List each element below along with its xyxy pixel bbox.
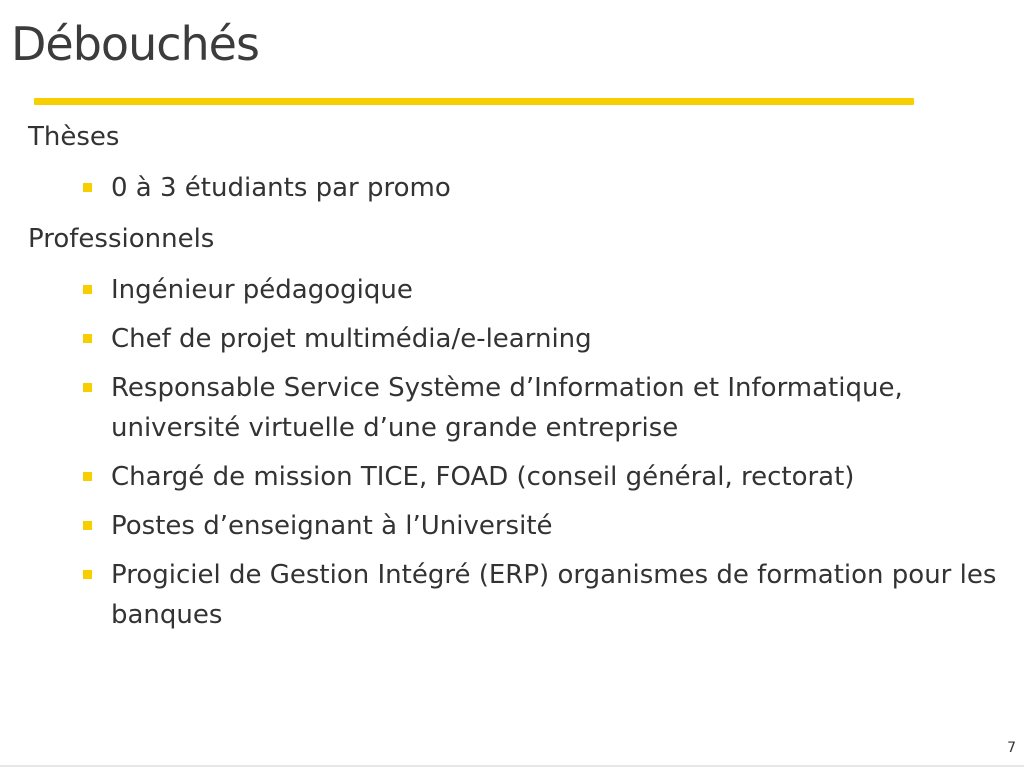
bullet-item	[28, 270, 1008, 310]
square-bullet-icon	[83, 472, 92, 481]
square-bullet-icon	[83, 183, 92, 192]
section-professionnels	[28, 220, 1008, 635]
bullet-item	[28, 506, 1008, 546]
section-heading: Thèses	[28, 122, 120, 152]
bullet-item	[28, 319, 1008, 359]
bullet-text: 0 à 3 étudiants par promo	[111, 173, 451, 203]
slide-content	[28, 118, 1008, 647]
bullet-item	[28, 168, 1008, 208]
footer-divider	[0, 765, 1024, 767]
section-theses	[28, 118, 1008, 208]
bullet-text: Chargé de mission TICE, FOAD (conseil général, rectorat)	[111, 462, 855, 492]
bullet-text: Chef de projet multimédia/e-learning	[111, 324, 592, 354]
bullet-item	[28, 555, 1008, 635]
square-bullet-icon	[83, 383, 92, 392]
bullet-text: Responsable Service Système d’Information et Informatique, université virtuelle d’une grande entreprise	[111, 373, 903, 443]
section-heading: Professionnels	[28, 224, 215, 254]
square-bullet-icon	[83, 570, 92, 579]
title-underline	[34, 98, 914, 105]
bullet-list	[28, 168, 1008, 208]
bullet-text: Ingénieur pédagogique	[111, 275, 413, 305]
square-bullet-icon	[83, 334, 92, 343]
bullet-list	[28, 270, 1008, 635]
bullet-item	[28, 457, 1008, 497]
square-bullet-icon	[83, 285, 92, 294]
square-bullet-icon	[83, 521, 92, 530]
bullet-item	[28, 368, 1008, 448]
bullet-text: Postes d’enseignant à l’Université	[111, 511, 553, 541]
slide-title: Débouchés	[11, 17, 259, 71]
page-number: 7	[1007, 740, 1016, 756]
bullet-text: Progiciel de Gestion Intégré (ERP) organismes de formation pour les banques	[111, 560, 997, 630]
